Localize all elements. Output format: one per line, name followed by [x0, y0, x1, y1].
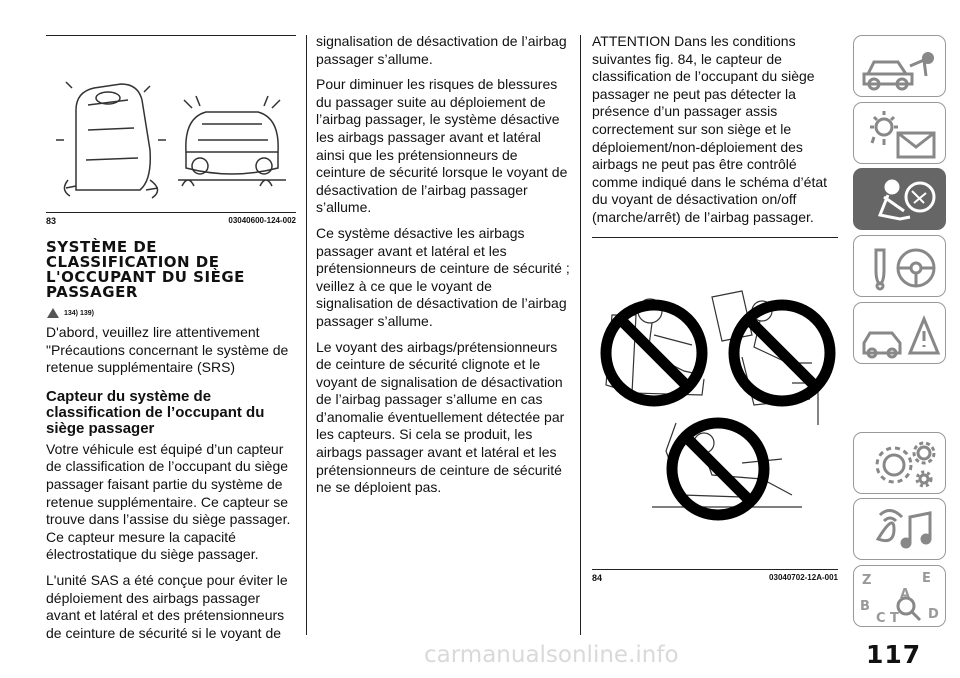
subheading: Capteur du système de classification de l’occupant du siège passager	[46, 387, 265, 437]
figure-83-number: 83	[46, 216, 57, 226]
tab-starting-driving[interactable]	[853, 235, 946, 297]
warning-refs-text: 134) 139)	[64, 309, 94, 317]
car-info-icon	[854, 36, 947, 98]
emergency-icon	[854, 303, 947, 365]
safety-icon	[854, 169, 947, 231]
paragraph-sas: L'unité SAS a été conçue pour éviter le déploiement des airbags passager avant et latéral et des prétensionneurs de ceinture de sécurité si le voyant de	[46, 571, 288, 641]
col2-paragraph-3: Ce système désactive les airbags passager avant et latéral et les prétensionneurs de ceinture de sécurité ; veillez à ce que le voyant de signalisation de désactivation de l’airbag passager s’allume.	[316, 224, 570, 329]
paragraph-capteur: Votre véhicule est équipé d’un capteur de classification de l’occupant du siège passager faisant partie du système de retenue supplémentaire. Ce capteur se trouve dans l’assise du siège passager. Ce capteur mesure la capacité électrostatique du siège passager.	[46, 440, 291, 563]
watermark: carmanualsonline.info	[424, 642, 679, 668]
col2-paragraph-4: Le voyant des airbags/prétensionneurs de ceinture de sécurité clignote et le voyant de signalisation de désactivation de l’airbag passager s’allume en cas d’anomalie éventuellement détectée par les capteurs. Si cela se produit, les airbags passager avant et latéral et les prétensionneurs de ceinture de sécurité ne se déploient pas.	[316, 338, 565, 496]
figure-83-rule	[46, 212, 296, 213]
warning-triangle-icon	[46, 307, 60, 319]
index-letter-d: D	[928, 607, 939, 622]
index-letter-b: B	[860, 599, 870, 614]
intro-paragraph: D'abord, veuillez lire attentivement "Précautions concernant le système de retenue supplémentaire (SRS)	[46, 324, 289, 376]
figure-84-number: 84	[592, 573, 603, 583]
section-title: SYSTÈME DE CLASSIFICATION DE L'OCCUPANT DU SIÈGE PASSAGER	[46, 238, 245, 301]
tab-index[interactable]	[853, 565, 946, 627]
figure-83-code: 03040600-124-002	[228, 216, 296, 225]
top-rule-col1	[46, 35, 296, 36]
multimedia-icon	[854, 499, 947, 561]
figure-84-illustration	[592, 275, 838, 525]
tab-car-info[interactable]	[853, 35, 946, 97]
maintenance-icon	[854, 433, 947, 495]
col3-paragraph-1: ATTENTION Dans les conditions suivantes fig. 84, le capteur de classification de l’occupant du siège passager ne peut pas détecter la présence d’un passager assis correctement sur son siège et le déploiement/non-déploiement des airbags ne peut pas être contrôlé comme indiqué dans le schéma d’état du voyant de désactivation on/off (marche/arrêt) de l’airbag passager.	[592, 33, 828, 225]
warning-refs	[46, 307, 94, 319]
column-2-text	[316, 33, 571, 497]
figure-84-top-rule	[592, 237, 838, 238]
tab-maintenance[interactable]	[853, 432, 946, 494]
tab-emergency[interactable]	[853, 302, 946, 364]
col2-paragraph-2: Pour diminuer les risques de blessures du passager suite au déploiement de l’airbag passager, le système désactive les airbags passager avant et latéral ainsi que les prétensionneurs de ceinture de sécurité lorsque le voyant de désactivation de l’airbag passager s’allume.	[316, 76, 568, 216]
index-letter-e: E	[922, 571, 931, 586]
column-3-text	[592, 33, 837, 227]
figure-84-code: 03040702-12A-001	[769, 573, 838, 582]
warning-lights-icon	[854, 103, 947, 165]
tab-safety[interactable]	[853, 168, 946, 230]
figure-83-caption	[46, 216, 296, 226]
index-letter-c: C	[876, 611, 886, 626]
col2-paragraph-1: signalisation de désactivation de l’airbag passager s’allume.	[316, 33, 567, 67]
column-1-text	[46, 324, 296, 642]
index-letter-z: Z	[862, 573, 872, 588]
figure-84-rule	[592, 569, 838, 570]
column-divider-1	[306, 35, 307, 635]
index-icon	[854, 566, 947, 628]
index-letter-t: T	[890, 611, 899, 626]
index-letter-a: A	[900, 587, 911, 602]
figure-83-illustration	[46, 40, 296, 200]
figure-84-caption	[592, 573, 838, 583]
tab-multimedia[interactable]	[853, 498, 946, 560]
starting-driving-icon	[854, 236, 947, 298]
page-number: 117	[866, 640, 922, 669]
column-divider-2	[580, 35, 581, 635]
tab-warning-lights[interactable]	[853, 102, 946, 164]
